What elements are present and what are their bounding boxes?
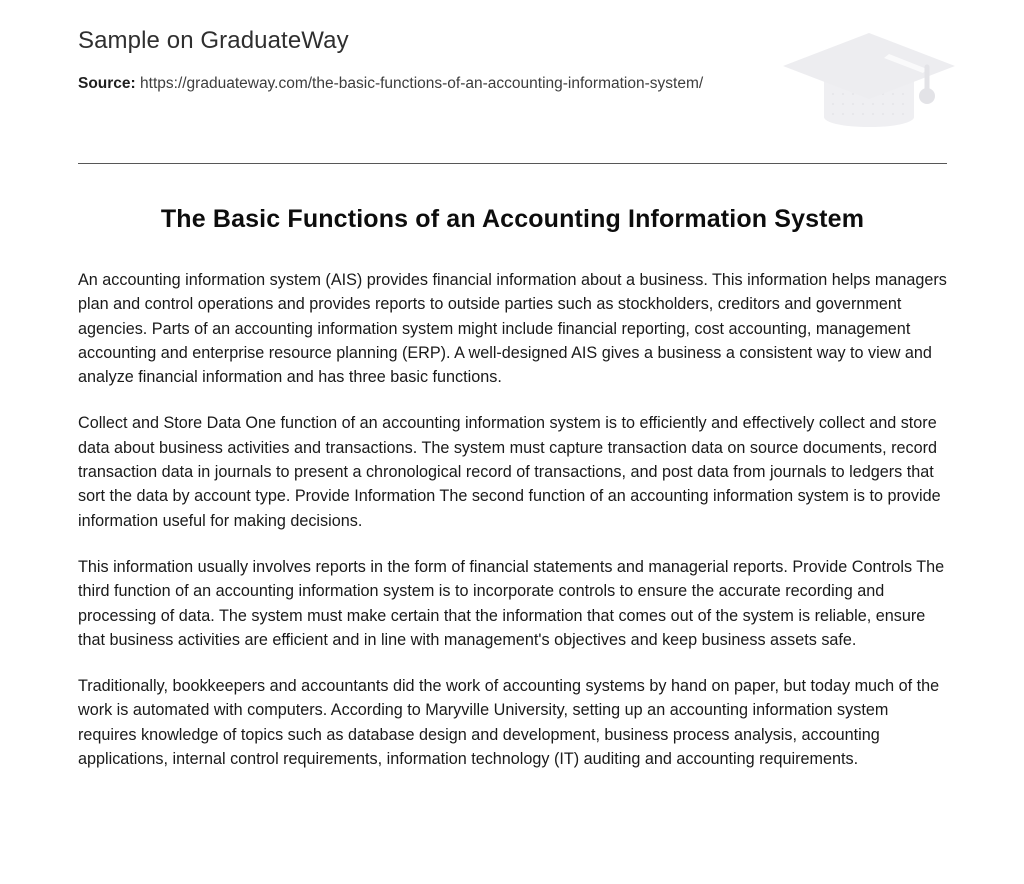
paragraph: This information usually involves reports in the form of financial statements and managerial reports. Provide Controls The third function of an accounting information system is to incorporate controls to ensure the accurate recording and processing of data. The system must make certain that the information that comes out of the system is reliable, ensure that business activities are efficient and in line with management's objectives and keep business assets safe.	[78, 557, 945, 649]
article-body	[78, 268, 947, 771]
graduation-cap-icon	[777, 28, 963, 132]
site-title: Sample on GraduateWay	[78, 27, 349, 54]
paragraph: An accounting information system (AIS) provides financial information about a business. This information helps managers plan and control operations and provides reports to outside parties such as stockholders, creditors and government agencies. Parts of an accounting information system might include financial reporting, cost accounting, management accounting and enterprise resource planning (ERP). A well-designed AIS gives a business a consistent way to view and analyze financial information and has three basic functions.	[78, 271, 947, 387]
source-line	[78, 73, 750, 95]
header-divider	[78, 163, 947, 164]
source-url[interactable]: https://graduateway.com/the-basic-functions-of-an-accounting-information-system/	[140, 75, 704, 92]
paragraph: Collect and Store Data One function of an accounting information system is to efficiently and effectively collect and store data about business activities and transactions. The system must capture transaction data on source documents, record transaction data in journals to present a chronological record of transactions, and post data from journals to ledgers that sort the data by account type. Provide Information The second function of an accounting information system is to provide information useful for making decisions.	[78, 414, 941, 530]
source-label: Source:	[78, 75, 136, 92]
page-title: The Basic Functions of an Accounting Information System	[160, 205, 865, 233]
paragraph: Traditionally, bookkeepers and accountants did the work of accounting systems by hand on paper, but today much of the work is automated with computers. According to Maryville University, setting up an accounting information system requires knowledge of topics such as database design and development, business process analysis, accounting applications, internal control requirements, information technology (IT) auditing and accounting requirements.	[78, 677, 940, 769]
